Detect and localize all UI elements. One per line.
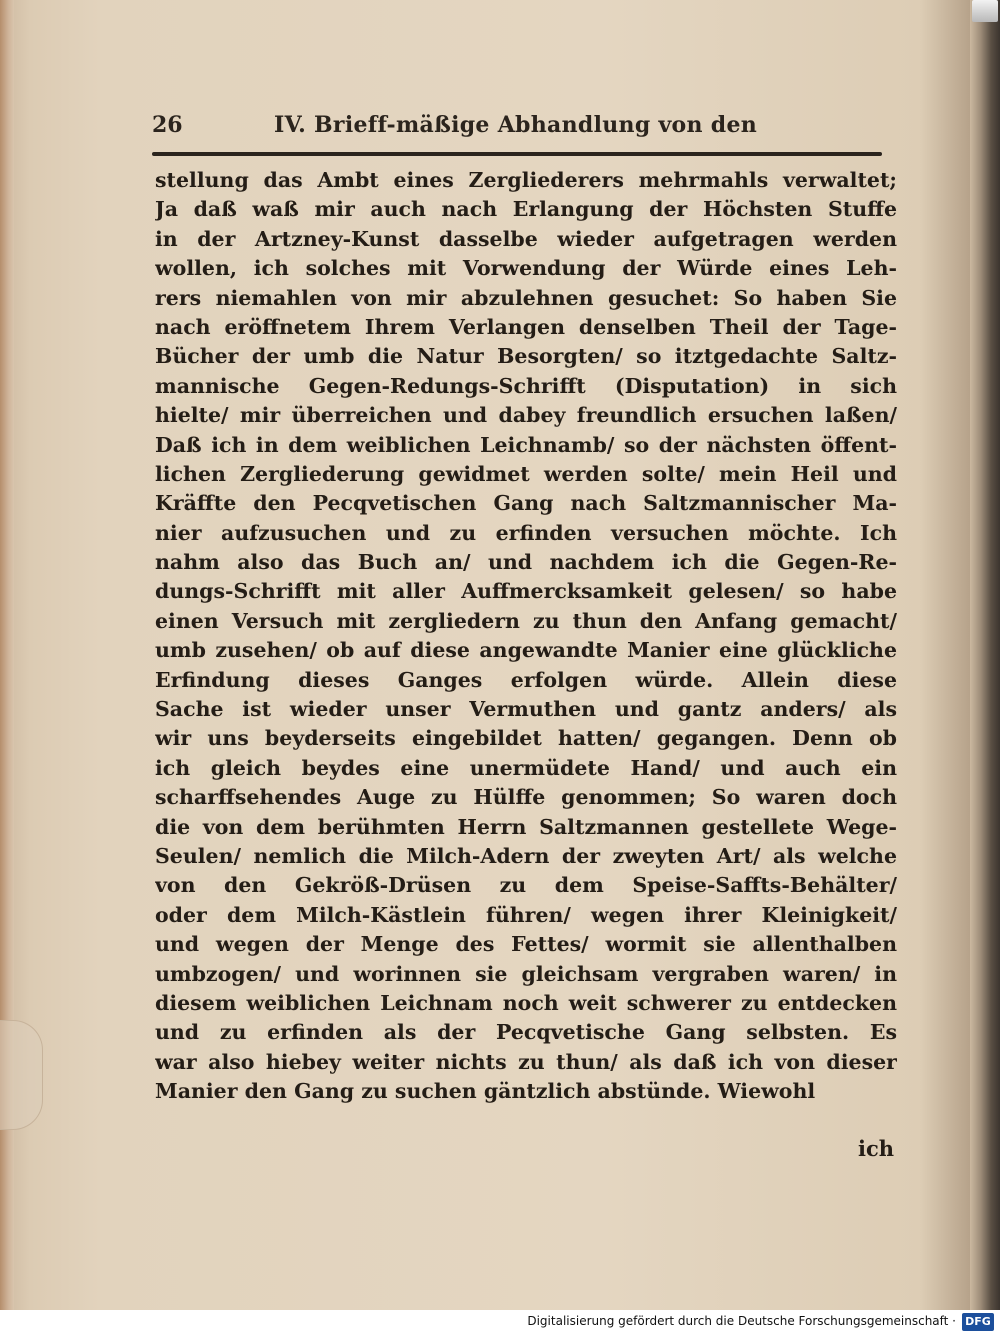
- text-line: Kräffte den Pecqvetischen Gang nach Saltzmannischer Ma-: [155, 491, 897, 516]
- text-line: umb zusehen/ ob auf diese angewandte Manier eine glückliche: [155, 638, 897, 663]
- body-text: [155, 166, 897, 1156]
- text-line: mannische Gegen-Redungs-Schrifft (Disputation) in sich: [155, 373, 897, 398]
- text-line: und wegen der Menge des Fettes/ wormit sie allenthalben: [155, 932, 897, 957]
- text-line: lichen Zergliederung gewidmet werden solte/ mein Heil und: [155, 461, 897, 486]
- text-line: nahm also das Buch an/ und nachdem ich die Gegen-Re-: [155, 550, 897, 575]
- text-line: war also hiebey weiter nichts zu thun/ als daß ich von dieser: [155, 1049, 897, 1074]
- dfg-logo: DFG: [962, 1313, 994, 1331]
- page-left-edge: [0, 0, 14, 1335]
- text-line: Daß ich in dem weiblichen Leichnamb/ so der nächsten öffent-: [155, 432, 897, 457]
- text-line: dungs-Schrifft mit aller Auffmercksamkeit gelesen/ so habe: [155, 579, 897, 604]
- text-line: und zu erfinden als der Pecqvetische Gang selbsten. Es: [155, 1020, 897, 1045]
- text-line: nach eröffnetem Ihrem Verlangen denselben Theil der Tage-: [155, 314, 897, 339]
- header-rule: [152, 152, 882, 156]
- running-head-title: IV. Brieff-mäßige Abhandlung von den: [274, 112, 758, 138]
- text-line: diesem weiblichen Leichnam noch weit schwerer zu entdecken: [155, 990, 897, 1015]
- text-line: scharffsehendes Auge zu Hülffe genommen; So waren doch: [155, 785, 897, 810]
- text-line: Ja daß waß mir auch nach Erlangung der Höchsten Stuffe: [155, 197, 897, 222]
- text-line: Sache ist wieder unser Vermuthen und gantz anders/ als: [155, 697, 897, 722]
- text-line: Seulen/ nemlich die Milch-Adern der zweyten Art/ als welche: [155, 843, 897, 868]
- text-line: Bücher der umb die Natur Besorgten/ so itztgedachte Saltz-: [155, 344, 897, 369]
- funding-credit: Digitalisierung gefördert durch die Deutsche Forschungsgemeinschaft ·: [527, 1314, 956, 1328]
- page-tab-mark: [0, 1020, 43, 1130]
- text-line: einen Versuch mit zergliedern zu thun den Anfang gemacht/: [155, 608, 897, 633]
- text-line: wollen, ich solches mit Vorwendung der Würde eines Leh-: [155, 256, 897, 281]
- page-number: 26: [152, 112, 183, 138]
- text-line: umbzogen/ und worinnen sie gleichsam vergraben waren/ in: [155, 961, 897, 986]
- text-line: wir uns beyderseits eingebildet hatten/ gegangen. Denn ob: [155, 726, 897, 751]
- text-line: hielte/ mir überreichen und dabey freundlich ersuchen laßen/: [155, 403, 897, 428]
- running-head: [152, 112, 892, 146]
- text-line: oder dem Milch-Kästlein führen/ wegen ihrer Kleinigkeit/: [155, 902, 897, 927]
- text-line: von den Gekröß-Drüsen zu dem Speise-Saffts-Behälter/: [155, 873, 897, 898]
- footer-bar: [0, 1310, 1000, 1335]
- page-clip: [972, 0, 998, 22]
- text-line: Manier den Gang zu suchen gäntzlich abstünde. Wiewohl: [155, 1079, 816, 1104]
- text-line: nier aufzusuchen und zu erfinden versuchen möchte. Ich: [155, 520, 897, 545]
- text-line: in der Artzney-Kunst dasselbe wieder aufgetragen werden: [155, 226, 897, 251]
- text-line: Erfindung dieses Ganges erfolgen würde. Allein diese: [155, 667, 897, 692]
- text-line: die von dem berühmten Herrn Saltzmannen gestellete Wege-: [155, 814, 897, 839]
- catchword: ich: [858, 1136, 895, 1161]
- text-line: ich gleich beydes eine unermüdete Hand/ und auch ein: [155, 755, 897, 780]
- text-line: stellung das Ambt eines Zergliederers mehrmahls verwaltet;: [155, 168, 897, 192]
- book-gutter-shadow: [970, 0, 1000, 1335]
- text-line: rers niemahlen von mir abzulehnen gesuchet: So haben Sie: [155, 285, 897, 310]
